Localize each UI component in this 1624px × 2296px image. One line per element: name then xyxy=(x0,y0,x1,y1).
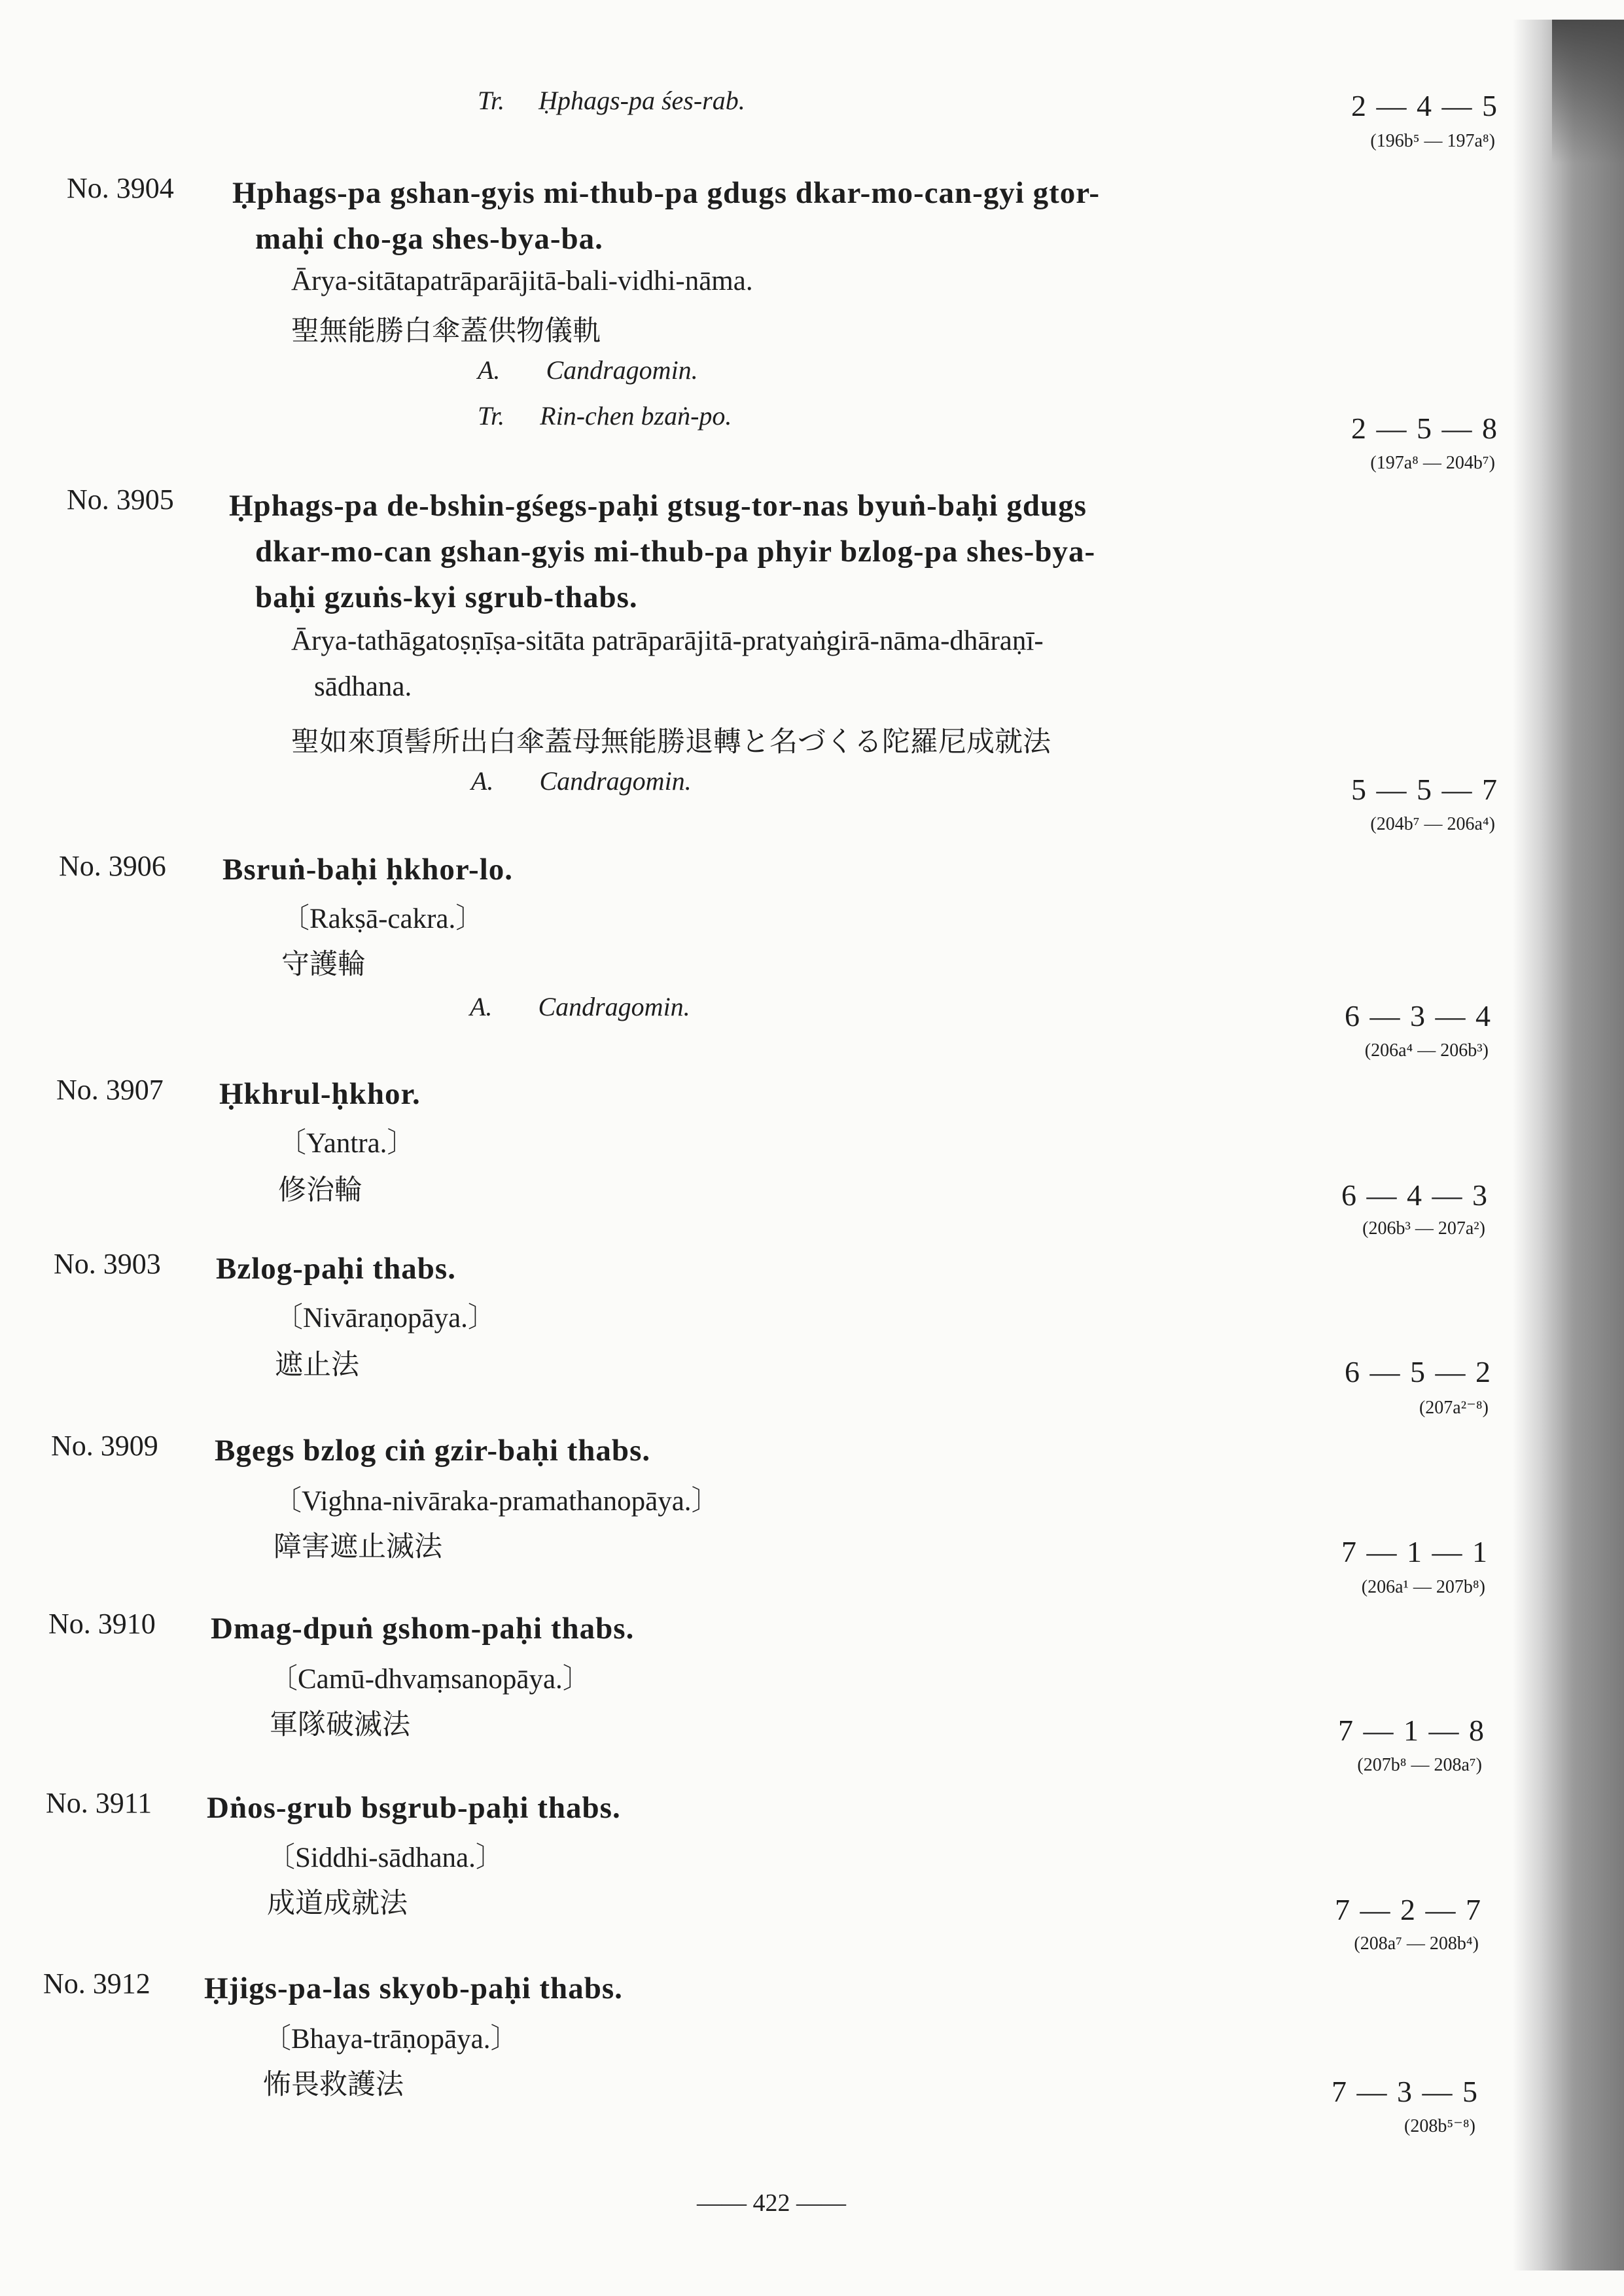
entry-title-line: Ḥjigs-pa-las skyob-paḥi thabs. xyxy=(204,1971,623,2005)
sanskrit-title: 〔Nivāraṇopāya.〕 xyxy=(275,1303,496,1333)
ref-numbers: 6 — 4 — 3 xyxy=(1341,1178,1489,1212)
entry-number: No. 3910 xyxy=(48,1608,156,1640)
scan-edge-dark-corner xyxy=(1552,20,1624,164)
folio-range: (208b⁵⁻⁸) xyxy=(1404,2116,1475,2136)
japanese-title: 遮止法 xyxy=(275,1349,359,1381)
header-ref-numbers: 2 — 4 — 5 xyxy=(1351,89,1498,122)
header-folio-range: (196b⁵ — 197a⁸) xyxy=(1370,131,1495,151)
japanese-title: 聖無能勝白傘蓋供物儀軌 xyxy=(291,315,601,347)
header-translator xyxy=(478,85,745,116)
entry-number: No. 3907 xyxy=(56,1074,164,1106)
ref-numbers: 7 — 3 — 5 xyxy=(1332,2075,1479,2108)
author-line xyxy=(470,991,690,1022)
author-label: A. xyxy=(470,992,493,1021)
author-name: Candragomin. xyxy=(546,355,698,385)
entry-title-line: Bsruṅ-baḥi ḥkhor-lo. xyxy=(222,853,514,887)
author-line xyxy=(471,766,692,796)
japanese-title: 聖如來頂髻所出白傘蓋母無能勝退轉と名づくる陀羅尼成就法 xyxy=(291,726,1051,758)
ref-numbers: 5 — 5 — 7 xyxy=(1351,773,1498,806)
japanese-title: 成道成就法 xyxy=(267,1887,408,1920)
ref-numbers: 2 — 5 — 8 xyxy=(1351,412,1498,445)
folio-range: (206a¹ — 207b⁸) xyxy=(1361,1577,1485,1597)
entry-title-line: Ḥkhrul-ḥkhor. xyxy=(219,1077,421,1111)
entry-title-line: Ḥphags-pa de-bshin-gśegs-paḥi gtsug-tor-nas byuṅ-baḥi gdugs xyxy=(229,489,1087,523)
entry-number: No. 3912 xyxy=(43,1968,150,2000)
japanese-title: 軍隊破滅法 xyxy=(270,1708,410,1741)
entry-number: No. 3904 xyxy=(67,172,174,204)
entry-number: No. 3903 xyxy=(54,1248,161,1280)
sanskrit-title: Ārya-tathāgatoṣṇīṣa-sitāta patrāparājitā-pratyaṅgirā-nāma-dhāraṇī- xyxy=(291,626,1044,656)
entry-number: No. 3906 xyxy=(59,850,166,882)
page-number: —— 422 —— xyxy=(697,2189,846,2217)
folio-range: (207a²⁻⁸) xyxy=(1419,1398,1489,1418)
japanese-title: 守護輪 xyxy=(281,948,366,981)
sanskrit-title: Ārya-sitātapatrāparājitā-bali-vidhi-nāma. xyxy=(291,266,753,296)
japanese-title: 障害遮止滅法 xyxy=(274,1530,442,1563)
sanskrit-title: 〔Yantra.〕 xyxy=(278,1128,415,1159)
ref-numbers: 7 — 1 — 1 xyxy=(1341,1535,1489,1568)
entry-number: No. 3905 xyxy=(67,484,174,516)
sanskrit-title-cont: sādhana. xyxy=(314,671,412,702)
translator-label: Tr. xyxy=(478,86,505,115)
scan-edge-shadow xyxy=(1513,20,1624,2270)
entry-number: No. 3911 xyxy=(46,1787,152,1819)
translator-name: Ḥphags-pa śes-rab. xyxy=(538,86,745,115)
ref-numbers: 6 — 5 — 2 xyxy=(1345,1355,1492,1388)
ref-numbers: 6 — 3 — 4 xyxy=(1345,999,1492,1033)
ref-numbers: 7 — 1 — 8 xyxy=(1338,1714,1485,1747)
sanskrit-title: 〔Rakṣā-cakra.〕 xyxy=(281,904,484,934)
sanskrit-title: 〔Siddhi-sādhana.〕 xyxy=(267,1843,504,1873)
author-name: Candragomin. xyxy=(538,992,690,1021)
folio-range: (208a⁷ — 208b⁴) xyxy=(1354,1934,1479,1954)
entry-title-line: baḥi gzuṅs-kyi sgrub-thabs. xyxy=(255,580,638,614)
entry-title-line: dkar-mo-can gshan-gyis mi-thub-pa phyir bzlog-pa shes-bya- xyxy=(255,535,1096,569)
entry-title-line: Ḥphags-pa gshan-gyis mi-thub-pa gdugs dkar-mo-can-gyi gtor- xyxy=(232,176,1101,210)
author-label: A. xyxy=(471,766,494,796)
author-label: A. xyxy=(478,355,501,385)
folio-range: (204b⁷ — 206a⁴) xyxy=(1370,814,1495,834)
folio-range: (207b⁸ — 208a⁷) xyxy=(1357,1755,1482,1775)
author-line xyxy=(478,355,698,385)
entry-title-line: Dmag-dpuṅ gshom-paḥi thabs. xyxy=(211,1612,635,1646)
entry-title-line: Dṅos-grub bsgrub-paḥi thabs. xyxy=(207,1791,621,1825)
japanese-title: 修治輪 xyxy=(278,1174,362,1207)
entry-title-line: Bgegs bzlog ciṅ gzir-baḥi thabs. xyxy=(215,1434,651,1468)
japanese-title: 怖畏救護法 xyxy=(263,2068,404,2101)
sanskrit-title: 〔Camū-dhvaṃsanopāya.〕 xyxy=(270,1664,591,1695)
entry-title-line: maḥi cho-ga shes-bya-ba. xyxy=(255,222,603,256)
sanskrit-title: 〔Bhaya-trāṇopāya.〕 xyxy=(263,2024,519,2055)
ref-numbers: 7 — 2 — 7 xyxy=(1335,1893,1482,1926)
entry-number: No. 3909 xyxy=(51,1430,158,1462)
author-name: Candragomin. xyxy=(539,766,692,796)
translator-label: Tr. xyxy=(478,401,505,431)
translator-line xyxy=(478,400,732,431)
folio-range: (197a⁸ — 204b⁷) xyxy=(1370,453,1495,473)
folio-range: (206b³ — 207a²) xyxy=(1362,1218,1485,1239)
sanskrit-title: 〔Vighna-nivāraka-pramathanopāya.〕 xyxy=(274,1486,720,1517)
folio-range: (206a⁴ — 206b³) xyxy=(1364,1040,1489,1061)
translator-name: Rin-chen bzaṅ-po. xyxy=(540,401,732,431)
entry-title-line: Bzlog-paḥi thabs. xyxy=(216,1252,456,1286)
